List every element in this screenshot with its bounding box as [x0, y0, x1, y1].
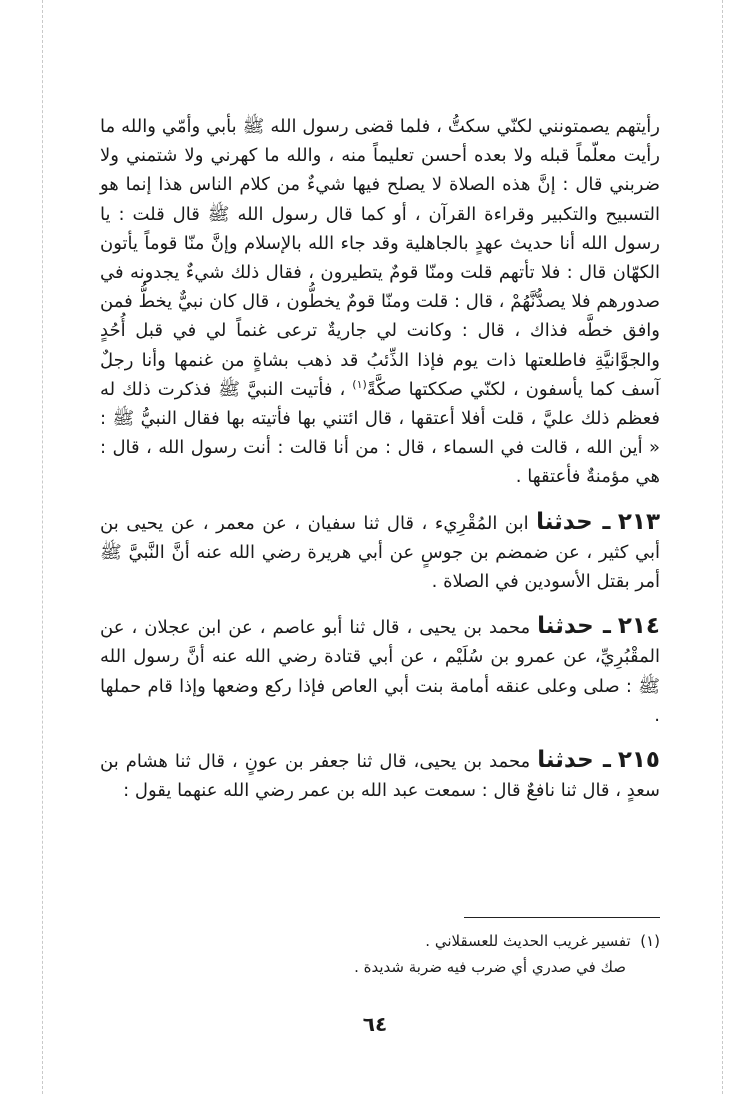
- page-number: ٦٤: [362, 1012, 388, 1036]
- hadith-label: ـ حدثنا: [537, 747, 611, 774]
- footnote-text: تفسير غريب الحديث للعسقلاني .: [425, 932, 631, 950]
- main-text: [100, 112, 660, 805]
- opening-paragraph-tail: ، فأتيت النبيَّ ﷺ فذكرت ذلك له فعظم ذلك عليَّ ، قلت أفلا أعتقها ، قال ائتني بها فأتيته بها فقال النبيُّ ﷺ : « أين الله ، قالت في السماء ، قال : من أنا قالت : أنت رسول الله ، قال : هي مؤمنةٌ فأعتقها .: [100, 378, 660, 488]
- hadith-label: ـ حدثنا: [536, 508, 611, 535]
- hadith-text: محمد بن يحيى ، قال ثنا أبو عاصم ، عن ابن عجلان ، عن المقْبُرِيِّ، عن عمرو بن سُلَيْم ، عن أبي قتادة رضي الله عنه أنَّ رسول الله ﷺ : صلى وعلى عنقه أمامة بنت أبي العاص فإذا ركع وضعها وإذا قام حملها .: [100, 617, 660, 726]
- hadith-number: ٢١٤: [617, 613, 660, 640]
- footnote-reference: (١): [352, 377, 367, 391]
- footnote-separator: [464, 917, 660, 918]
- hadith-number: ٢١٥: [617, 747, 660, 774]
- hadith-text: محمد بن يحيى، قال ثنا جعفر بن عونٍ ، قال ثنا هشام بن سعدٍ ، قال ثنا نافعٌ قال : سمعت عبد الله بن عمر رضي الله عنهما يقول :: [100, 751, 660, 802]
- hadith-text: ابن المُقْرِيء ، قال ثنا سفيان ، عن معمر ، عن يحيى بن أبي كثير ، عن ضمضم بن جوسٍ عن أبي هريرة رضي الله عنه أنَّ النَّبيَّ ﷺ أمر بقتل الأسودين في الصلاة .: [100, 512, 660, 593]
- hadith-label: ـ حدثنا: [537, 613, 611, 640]
- hadith-number: ٢١٣: [617, 508, 660, 535]
- hadith-215: [100, 746, 660, 805]
- page-left-edge: [42, 0, 43, 1094]
- page-right-edge: [722, 0, 723, 1094]
- hadith-213: [100, 508, 660, 597]
- footnote-marker: (١): [640, 932, 660, 950]
- opening-paragraph: [100, 112, 660, 492]
- footnote-item: [300, 928, 660, 954]
- opening-paragraph-text: رأيتهم يصمتونني لكنّي سكتُّ ، فلما قضى رسول الله ﷺ بأبي وأمّي والله ما رأيت معلّماً قبله ولا بعده أحسن تعليماً منه ، والله ما كهرني ولا شتمني ولا ضربني قال : إنَّ هذه الصلاة لا يصلح فيها شيءٌ من كلام الناس هذا إنما هو التسبيح والتكبير وقراءة القرآن ، أو كما قال رسول الله ﷺ قال قلت : يا رسول الله أنا حديث عهدٍ بالجاهلية وقد جاء الله بالإسلام وإنَّ منّا قوماً يأتون الكهّان قال : فلا تأتهم قلت ومنّا قومٌ يتطيرون ، فقال ذلك شيءٌ يجدونه في صدورهم فلا يصدُّنَّهُمْ ، قال : قلت ومنّا قومٌ يخطُّون ، قال كان نبيٌّ يخطُّ فمن وافق خطَّه فذاك ، قال : وكانت لي جاريةٌ ترعى غنماً لي في قبل أُحُدٍ والجوَّانيَّةِ فاطلعتها ذات يوم فإذا الذِّئبُ قد ذهب بشاةٍ من غنمها وأنا رجلٌ آسف كما يأسفون ، لكنّي صككتها صكَّةً: [100, 116, 660, 400]
- hadith-214: [100, 612, 660, 730]
- footnote-continuation: صك في صدري أي ضرب فيه ضربة شديدة .: [354, 958, 626, 976]
- footnotes: [300, 928, 660, 980]
